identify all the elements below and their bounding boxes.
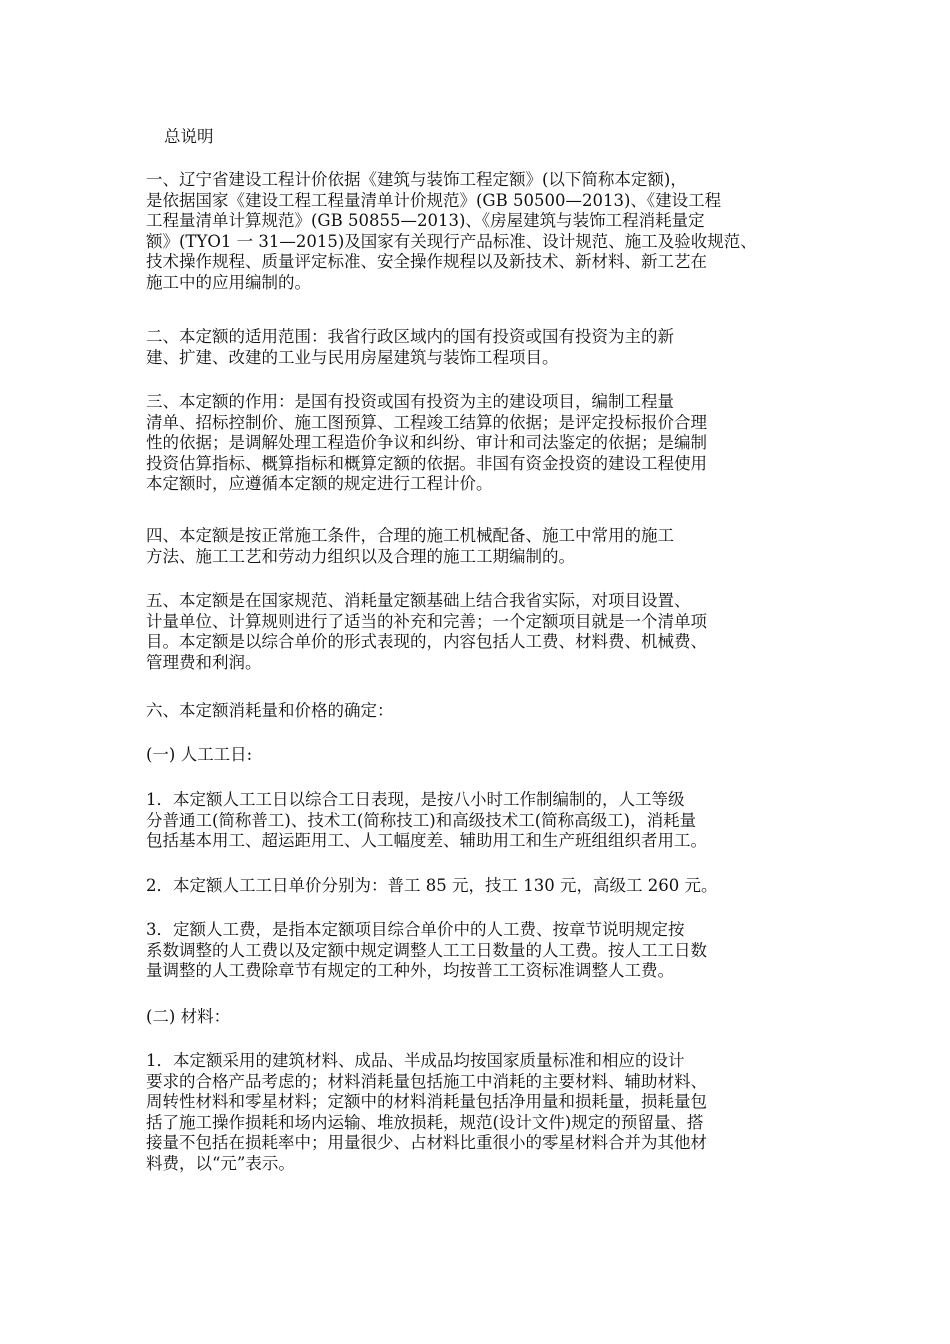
paragraph-3 xyxy=(146,392,826,495)
text-line: 工程量清单计算规范》(GB 50855—2013)、《房屋建筑与装饰工程消耗量定 xyxy=(146,211,705,231)
text-line: 分普通工(简称普工)、技术工(简称技工)和高级技术工(简称高级工)，消耗量 xyxy=(146,810,697,830)
text-line: 系数调整的人工费以及定额中规定调整人工工日数量的人工费。按人工工日数 xyxy=(146,940,707,960)
text-line: 清单、招标控制价、施工图预算、工程竣工结算的依据；是评定投标报价合理 xyxy=(146,412,707,432)
text-line: 是依据国家《建设工程工程量清单计价规范》(GB 50500—2013)、《建设工程 xyxy=(146,190,722,210)
text-line: 五、本定额是在国家规范、消耗量定额基础上结合我省实际，对项目设置、 xyxy=(146,591,691,610)
text-line: 计量单位、计算规则进行了适当的补充和完善；一个定额项目就是一个清单项 xyxy=(146,611,707,631)
text-line: 1．本定额采用的建筑材料、成品、半成品均按国家质量标准和相应的设计 xyxy=(146,1051,685,1070)
paragraph-12 xyxy=(146,1051,826,1175)
text-line: 目。本定额是以综合单价的形式表现的，内容包括人工费、材料费、机械费、 xyxy=(146,632,707,652)
text-line: 1．本定额人工工日以综合工日表现，是按八小时工作制编制的，人工等级 xyxy=(146,790,685,809)
paragraph-11 xyxy=(146,1007,826,1028)
paragraph-4 xyxy=(146,526,826,567)
paragraph-2 xyxy=(146,327,826,368)
text-line: 本定额时，应遵循本定额的规定进行工程计价。 xyxy=(146,474,493,494)
text-line: 管理费和利润。 xyxy=(146,652,262,672)
paragraph-1 xyxy=(146,170,826,294)
text-line: 料费，以“元”表示。 xyxy=(146,1153,295,1173)
paragraph-9 xyxy=(146,876,826,897)
text-line: 方法、施工工艺和劳动力组织以及合理的施工工期编制的。 xyxy=(146,546,575,566)
text-line: 投资估算指标、概算指标和概算定额的依据。非国有资金投资的建设工程使用 xyxy=(146,453,707,473)
text-line: 3．定额人工费，是指本定额项目综合单价中的人工费、按章节说明规定按 xyxy=(146,920,685,939)
document-title: 总说明 xyxy=(164,127,214,146)
paragraph-8 xyxy=(146,790,826,852)
text-line: 要求的合格产品考虑的；材料消耗量包括施工中消耗的主要材料、辅助材料、 xyxy=(146,1071,707,1091)
text-line: 二、本定额的适用范围：我省行政区域内的国有投资或国有投资为主的新 xyxy=(146,327,674,346)
text-line: (二) 材料： xyxy=(146,1007,231,1026)
text-line: 四、本定额是按正常施工条件，合理的施工机械配备、施工中常用的施工 xyxy=(146,526,674,545)
text-line: 2．本定额人工工日单价分别为：普工 85 元，技工 130 元，高级工 260 元。 xyxy=(146,876,718,895)
text-line: 六、本定额消耗量和价格的确定： xyxy=(146,701,394,720)
paragraph-10 xyxy=(146,920,826,982)
text-line: 量调整的人工费除章节有规定的工种外，均按普工工资标准调整人工费。 xyxy=(146,961,674,981)
text-line: 周转性材料和零星材料；定额中的材料消耗量包括净用量和损耗量，损耗量包 xyxy=(146,1092,707,1112)
paragraph-6 xyxy=(146,701,826,722)
text-line: 一、辽宁省建设工程计价依据《建筑与装饰工程定额》(以下简称本定额)， xyxy=(146,170,687,189)
text-line: (一) 人工工日: xyxy=(146,745,253,764)
text-line: 接量不包括在损耗率中；用量很少、占材料比重很小的零星材料合并为其他材 xyxy=(146,1133,707,1153)
text-line: 括了施工操作损耗和场内运输、堆放损耗，规范(设计文件)规定的预留量、搭 xyxy=(146,1112,704,1132)
paragraph-5 xyxy=(146,591,826,673)
paragraph-7 xyxy=(146,745,826,766)
text-line: 技术操作规程、质量评定标准、安全操作规程以及新技术、新材料、新工艺在 xyxy=(146,252,707,272)
text-line: 额》(TYO1 一 31—2015)及国家有关现行产品标准、设计规范、施工及验收规范、 xyxy=(146,231,757,251)
text-line: 施工中的应用编制的。 xyxy=(146,272,311,292)
text-line: 包括基本用工、超运距用工、人工幅度差、辅助用工和生产班组组织者用工。 xyxy=(146,831,707,851)
text-line: 性的依据；是调解处理工程造价争议和纠纷、审计和司法鉴定的依据；是编制 xyxy=(146,433,707,453)
text-line: 三、本定额的作用：是国有投资或国有投资为主的建设项目，编制工程量 xyxy=(146,392,674,411)
text-line: 建、扩建、改建的工业与民用房屋建筑与装饰工程项目。 xyxy=(146,347,559,367)
